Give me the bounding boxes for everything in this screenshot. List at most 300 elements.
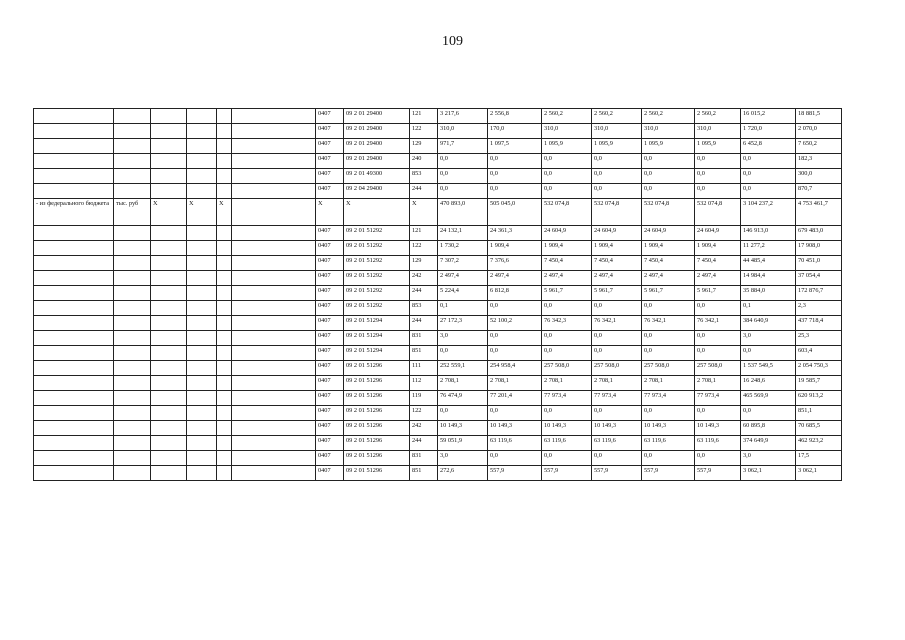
table-cell: 70 685,5 (796, 421, 842, 436)
table-cell (34, 301, 114, 316)
table-cell: 853 (410, 301, 438, 316)
table-cell: 76 342,1 (642, 316, 695, 331)
table-cell (217, 184, 232, 199)
table-cell: 310,0 (695, 124, 741, 139)
table-cell: 0407 (316, 154, 344, 169)
table-cell (151, 109, 187, 124)
table-row (34, 316, 842, 331)
table-cell: 3,0 (438, 331, 488, 346)
table-cell: 1 909,4 (542, 241, 592, 256)
table-cell: 09 2 01 51296 (344, 466, 410, 481)
table-cell: 1 909,4 (488, 241, 542, 256)
table-cell (187, 376, 217, 391)
table-cell: 254 958,4 (488, 361, 542, 376)
table-cell (151, 226, 187, 241)
table-cell (217, 124, 232, 139)
table-cell (151, 241, 187, 256)
table-cell: 244 (410, 436, 438, 451)
table-cell: 0,0 (438, 346, 488, 361)
table-cell (114, 316, 151, 331)
table-cell: 2 560,2 (542, 109, 592, 124)
table-cell (217, 271, 232, 286)
table-cell (114, 286, 151, 301)
table-cell: 0,0 (592, 169, 642, 184)
table-cell (34, 331, 114, 346)
page-number: 109 (442, 34, 463, 49)
table-cell: 0,0 (488, 331, 542, 346)
table-cell: 0,0 (642, 154, 695, 169)
table-row (34, 361, 842, 376)
table-cell (151, 169, 187, 184)
table-cell: 09 2 01 51296 (344, 421, 410, 436)
table-cell: 09 2 01 51294 (344, 346, 410, 361)
table-cell: 0407 (316, 451, 344, 466)
table-cell: 09 2 01 51296 (344, 451, 410, 466)
table-cell (187, 436, 217, 451)
table-cell: 1 720,0 (741, 124, 796, 139)
table-cell (217, 421, 232, 436)
table-cell: 3,0 (741, 451, 796, 466)
table-cell (217, 169, 232, 184)
table-cell: 0,0 (642, 184, 695, 199)
table-cell (151, 286, 187, 301)
table-cell (217, 466, 232, 481)
table-cell (151, 361, 187, 376)
table-cell: 257 508,0 (542, 361, 592, 376)
table-cell (151, 124, 187, 139)
table-cell: 462 923,2 (796, 436, 842, 451)
table-cell (34, 466, 114, 481)
table-cell (114, 406, 151, 421)
table-cell: 77 973,4 (695, 391, 741, 406)
table-row (34, 436, 842, 451)
table-cell (232, 226, 316, 241)
table-cell: 0407 (316, 139, 344, 154)
table-cell: 870,7 (796, 184, 842, 199)
table-cell: 0407 (316, 301, 344, 316)
table-cell: 0,0 (695, 451, 741, 466)
table-cell (187, 154, 217, 169)
table-cell: 09 2 01 29400 (344, 124, 410, 139)
table-cell: 0,0 (592, 331, 642, 346)
table-cell: 384 640,9 (741, 316, 796, 331)
table-cell (151, 256, 187, 271)
table-cell: 0,1 (741, 301, 796, 316)
table-cell: 0,0 (592, 451, 642, 466)
table-cell (151, 391, 187, 406)
table-cell: 7 650,2 (796, 139, 842, 154)
table-cell (232, 451, 316, 466)
table-row (34, 271, 842, 286)
table-cell (34, 154, 114, 169)
table-cell (187, 109, 217, 124)
table-cell: 10 149,3 (642, 421, 695, 436)
table-cell (151, 316, 187, 331)
table-cell: 0407 (316, 241, 344, 256)
table-cell: 300,0 (796, 169, 842, 184)
table-cell: 1 909,4 (695, 241, 741, 256)
table-cell (232, 331, 316, 346)
table-cell (232, 391, 316, 406)
table-cell (217, 376, 232, 391)
table-cell: 24 604,9 (642, 226, 695, 241)
table-cell: 7 450,4 (542, 256, 592, 271)
table-cell: 0407 (316, 226, 344, 241)
table-cell: 182,3 (796, 154, 842, 169)
table-cell: 1 909,4 (642, 241, 695, 256)
table-cell (217, 256, 232, 271)
table-cell: 679 483,0 (796, 226, 842, 241)
table-cell: 257 508,0 (642, 361, 695, 376)
table-cell: 7 450,4 (695, 256, 741, 271)
table-cell (114, 169, 151, 184)
table-cell (187, 421, 217, 436)
table-cell: 853 (410, 169, 438, 184)
table-cell (114, 466, 151, 481)
table-cell: 3,0 (438, 451, 488, 466)
table-cell: 0,0 (542, 169, 592, 184)
table-cell: 2 708,1 (695, 376, 741, 391)
table-cell: 2 560,2 (592, 109, 642, 124)
table-row (34, 286, 842, 301)
table-cell (217, 109, 232, 124)
table-cell (114, 421, 151, 436)
table-cell: 3 217,6 (438, 109, 488, 124)
table-cell: 0,0 (488, 184, 542, 199)
table-cell (232, 421, 316, 436)
table-cell (217, 226, 232, 241)
table-cell: 35 884,0 (741, 286, 796, 301)
table-cell (232, 406, 316, 421)
table-cell: 242 (410, 271, 438, 286)
table-cell: 0407 (316, 109, 344, 124)
table-cell: 0,0 (642, 346, 695, 361)
table-row (34, 346, 842, 361)
table-cell: 77 201,4 (488, 391, 542, 406)
table-row (34, 451, 842, 466)
table-cell: 2 708,1 (488, 376, 542, 391)
table-cell (34, 406, 114, 421)
table-cell: 244 (410, 184, 438, 199)
table-cell: 257 508,0 (592, 361, 642, 376)
table-cell: 119 (410, 391, 438, 406)
table-cell: 52 100,2 (488, 316, 542, 331)
table-cell (34, 376, 114, 391)
table-cell: 2 497,4 (438, 271, 488, 286)
table-cell: 63 119,6 (488, 436, 542, 451)
table-cell (151, 451, 187, 466)
table-cell: 5 961,7 (642, 286, 695, 301)
table-cell: 0,0 (542, 346, 592, 361)
table-cell: 09 2 01 51296 (344, 406, 410, 421)
table-cell (187, 169, 217, 184)
table-cell: 6 812,8 (488, 286, 542, 301)
table-cell: 971,7 (438, 139, 488, 154)
table-cell (232, 286, 316, 301)
table-cell: 14 984,4 (741, 271, 796, 286)
table-row (34, 109, 842, 124)
table-row (34, 406, 842, 421)
table-cell: 0,0 (642, 301, 695, 316)
table-cell: 2 497,4 (488, 271, 542, 286)
table-cell (187, 391, 217, 406)
table-row (34, 466, 842, 481)
table-cell: 0,0 (488, 169, 542, 184)
table-cell: 0407 (316, 466, 344, 481)
table-cell (187, 361, 217, 376)
table-cell: 0407 (316, 391, 344, 406)
table-row (34, 376, 842, 391)
table-cell: 10 149,3 (488, 421, 542, 436)
table-cell (187, 184, 217, 199)
table-cell: 0407 (316, 421, 344, 436)
table-cell: 0407 (316, 184, 344, 199)
table-cell: 2 560,2 (642, 109, 695, 124)
table-cell: 09 2 01 51296 (344, 436, 410, 451)
table-cell: - из федерального бюджета (34, 199, 114, 226)
table-cell: 310,0 (438, 124, 488, 139)
table-cell: 465 569,9 (741, 391, 796, 406)
table-cell (114, 139, 151, 154)
table-cell: 09 2 01 29400 (344, 109, 410, 124)
table-cell: 2 708,1 (642, 376, 695, 391)
table-cell (151, 184, 187, 199)
table-cell (187, 124, 217, 139)
table-cell: 16 248,6 (741, 376, 796, 391)
table-cell (151, 346, 187, 361)
table-cell: 0,0 (438, 184, 488, 199)
table-cell (151, 139, 187, 154)
table-cell: 44 485,4 (741, 256, 796, 271)
table-cell (34, 139, 114, 154)
table-cell: 0407 (316, 271, 344, 286)
table-cell: 0,0 (542, 451, 592, 466)
table-cell (232, 169, 316, 184)
table-cell: 0,0 (695, 346, 741, 361)
table-cell (34, 391, 114, 406)
table-cell (232, 436, 316, 451)
table-cell: 851 (410, 346, 438, 361)
table-row (34, 169, 842, 184)
table-cell: 0407 (316, 316, 344, 331)
table-cell (187, 226, 217, 241)
table-cell: 0,0 (741, 346, 796, 361)
table-cell: 0,0 (741, 184, 796, 199)
table-cell: 1 097,5 (488, 139, 542, 154)
table-cell: 27 172,3 (438, 316, 488, 331)
table-cell: 0,0 (695, 406, 741, 421)
table-cell: 0,0 (542, 331, 592, 346)
table-cell: 09 2 01 51294 (344, 316, 410, 331)
table-cell: 2,3 (796, 301, 842, 316)
table-row (34, 301, 842, 316)
table-cell: 5 961,7 (695, 286, 741, 301)
table-cell (232, 466, 316, 481)
table-cell: 09 2 01 51294 (344, 331, 410, 346)
table-cell (187, 301, 217, 316)
table-row (34, 154, 842, 169)
table-cell: 0407 (316, 376, 344, 391)
table-cell: 2 070,0 (796, 124, 842, 139)
table-cell: 60 895,8 (741, 421, 796, 436)
table-cell: 3 062,1 (741, 466, 796, 481)
table-cell: 0407 (316, 169, 344, 184)
table-cell: 76 342,3 (542, 316, 592, 331)
table-cell (114, 271, 151, 286)
table-cell (114, 436, 151, 451)
table-cell: 0,0 (488, 451, 542, 466)
table-cell: 5 961,7 (542, 286, 592, 301)
table-cell: 0,0 (592, 346, 642, 361)
table-cell (34, 361, 114, 376)
table-cell: 2 497,4 (592, 271, 642, 286)
table-cell: X (151, 199, 187, 226)
table-cell: 0,0 (592, 301, 642, 316)
table-cell: 0407 (316, 331, 344, 346)
table-cell: 17,5 (796, 451, 842, 466)
table-cell (187, 451, 217, 466)
table-cell (187, 316, 217, 331)
table-cell (114, 361, 151, 376)
table-cell (232, 256, 316, 271)
table-row (34, 391, 842, 406)
table-cell: 09 2 01 51296 (344, 376, 410, 391)
table-cell (151, 421, 187, 436)
table-cell: 2 054 750,3 (796, 361, 842, 376)
table-cell: 0,0 (695, 331, 741, 346)
table-cell (34, 451, 114, 466)
table-cell (232, 361, 316, 376)
table-cell: 121 (410, 226, 438, 241)
table-cell: 24 132,1 (438, 226, 488, 241)
table-cell: 0,0 (542, 406, 592, 421)
table-cell: 7 307,2 (438, 256, 488, 271)
table-row (34, 241, 842, 256)
table-cell (217, 406, 232, 421)
table-cell: 557,9 (542, 466, 592, 481)
table-cell: 0,0 (488, 154, 542, 169)
table-cell: 0,0 (695, 154, 741, 169)
table-cell: 24 361,3 (488, 226, 542, 241)
table-cell (151, 436, 187, 451)
table-row (34, 139, 842, 154)
table-cell (114, 109, 151, 124)
table-cell (151, 301, 187, 316)
table-cell: 122 (410, 124, 438, 139)
table-cell: 0,0 (642, 451, 695, 466)
table-cell (187, 346, 217, 361)
table-cell (34, 256, 114, 271)
table-cell (217, 154, 232, 169)
table-cell (232, 184, 316, 199)
table-cell: 10 149,3 (438, 421, 488, 436)
table-cell: 310,0 (592, 124, 642, 139)
table-cell (34, 286, 114, 301)
table-cell: 2 497,4 (642, 271, 695, 286)
table-cell: 310,0 (542, 124, 592, 139)
table-cell (187, 331, 217, 346)
table-row (34, 421, 842, 436)
table-cell: 77 973,4 (592, 391, 642, 406)
table-cell: 17 908,0 (796, 241, 842, 256)
table-cell (232, 139, 316, 154)
table-cell: 1 537 549,5 (741, 361, 796, 376)
table-cell (217, 346, 232, 361)
table-cell (114, 184, 151, 199)
table-cell: 0,0 (488, 406, 542, 421)
table-cell: 129 (410, 139, 438, 154)
table-cell (34, 271, 114, 286)
table-cell: 37 054,4 (796, 271, 842, 286)
table-cell (114, 256, 151, 271)
table-cell (232, 154, 316, 169)
table-cell: 7 450,4 (642, 256, 695, 271)
table-cell: 111 (410, 361, 438, 376)
table-cell: 170,0 (488, 124, 542, 139)
table-cell: 0,0 (642, 331, 695, 346)
table-cell: 0,0 (741, 406, 796, 421)
table-cell: 5 224,4 (438, 286, 488, 301)
table-cell (187, 139, 217, 154)
table-cell (114, 391, 151, 406)
table-cell: 0,1 (438, 301, 488, 316)
table-cell: 0,0 (592, 184, 642, 199)
table-row (34, 331, 842, 346)
table-cell: 76 342,1 (592, 316, 642, 331)
table-cell: 122 (410, 241, 438, 256)
table-cell (217, 436, 232, 451)
table-cell (217, 301, 232, 316)
table-cell (232, 199, 316, 226)
table-cell: 2 708,1 (592, 376, 642, 391)
table-cell: 0,0 (542, 184, 592, 199)
table-cell: 0,0 (542, 154, 592, 169)
table-cell (114, 376, 151, 391)
table-cell: 0407 (316, 436, 344, 451)
table-cell: 2 560,2 (695, 109, 741, 124)
table-cell (187, 286, 217, 301)
table-row (34, 184, 842, 199)
table-cell: 244 (410, 286, 438, 301)
table-cell: 10 149,3 (592, 421, 642, 436)
table-cell: 1 095,9 (642, 139, 695, 154)
table-cell: 18 881,5 (796, 109, 842, 124)
table-cell: X (187, 199, 217, 226)
table-cell: 09 2 01 51292 (344, 256, 410, 271)
table-cell (217, 391, 232, 406)
table-cell: 1 730,2 (438, 241, 488, 256)
table-cell (217, 316, 232, 331)
table-cell: 0,0 (741, 154, 796, 169)
table-cell (34, 169, 114, 184)
table-cell: 272,6 (438, 466, 488, 481)
table-cell: 0407 (316, 361, 344, 376)
table-cell: 63 119,6 (542, 436, 592, 451)
table-cell: 2 708,1 (438, 376, 488, 391)
table-cell: 0,0 (642, 169, 695, 184)
table-cell: 0,0 (695, 301, 741, 316)
table-cell: 1 095,9 (542, 139, 592, 154)
table-cell (34, 346, 114, 361)
table-cell (217, 331, 232, 346)
table-cell: 0,0 (695, 184, 741, 199)
table-cell: 1 095,9 (592, 139, 642, 154)
table-cell: 63 119,6 (592, 436, 642, 451)
table-cell (232, 376, 316, 391)
table-cell: 557,9 (695, 466, 741, 481)
table-cell: 257 508,0 (695, 361, 741, 376)
table-cell: 310,0 (642, 124, 695, 139)
